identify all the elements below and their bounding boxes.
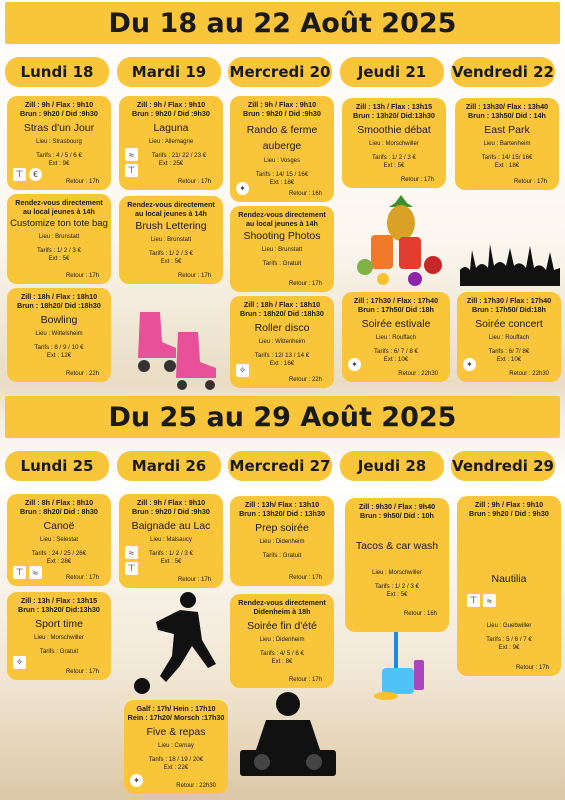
activity-title: Five & repas [146,726,206,738]
activity-return-time: Retour : 22h30 [509,371,549,377]
pickup-times-line-1: Zill : 9h30 / Flax : 9h40 [358,502,436,511]
activity-title: Bowling [40,314,78,326]
pickup-times-line-2: Rein : 17h20/ Morsch :17h30 [127,713,225,722]
activity-card [7,592,111,680]
activity-external-price: Ext : 5€ [48,255,70,262]
activity-return-time: Retour : 17h [177,179,211,185]
dj-silhouette [236,690,340,778]
pickup-times-line-1: Zill : 13h/ Flax : 13h10 [244,500,320,509]
activity-card [119,96,223,190]
picnic-table-icon: ⊤ [13,566,26,579]
activity-price: Tarifs : Gratuit [262,260,302,267]
cleaning-bucket-illustration [372,630,432,700]
activity-location: Lieu : Brunstatt [261,247,303,253]
activity-price: Tarifs : 14/ 15 / 16€ [255,171,309,178]
activity-external-price: Ext : 12€ [46,352,72,359]
meal-icon: ✦ [348,358,361,371]
activity-title: Canoë [43,520,75,532]
activity-return-time: Retour : 17h [288,281,322,287]
activity-location: Lieu : Didenheim [259,637,305,643]
activity-card [455,98,559,190]
swimming-icon: ≈ [483,594,496,607]
day-header-lundi-18: Lundi 18 [5,57,109,87]
pickup-times-line-1: Zill : 9h / Flax : 9h10 [24,100,94,109]
activity-price: Tarifs : 8 / 9 / 10 € [34,344,84,351]
activity-return-time: Retour : 16h [403,611,437,617]
pickup-times-line-2: Brun : 9h20 / Did : 9h30 [469,509,549,518]
activity-card [230,96,334,202]
swimming-icon: ≈ [125,148,138,161]
pickup-times-line-1: Zill : 13h30/ Flax : 13h40 [465,102,549,111]
activity-price: Tarifs : 1/ 2 / 3 € [148,250,194,257]
activity-title: Shooting Photos [243,230,321,242]
activity-title: Tacos & car wash [355,540,439,552]
soccer-player-silhouette [128,590,220,696]
activity-return-time: Retour : 17h [288,575,322,581]
activity-title: Soirée estivale [361,318,431,330]
activity-return-time: Retour : 22h30 [398,371,438,377]
week-2-title: Du 25 au 29 Août 2025 [5,396,560,438]
roller-skates-illustration [130,302,226,390]
activity-external-price: Ext : 5€ [160,558,182,565]
activity-card [345,498,449,632]
activity-location: Lieu : Strasbourg [36,139,82,145]
activity-location: Lieu : Wittelsheim [35,331,83,337]
activity-location: Lieu : Rouffach [375,335,417,341]
meeting-info-line-2: au local jeunes à 14h [23,207,95,216]
meeting-info-line-1: Rendez-vous directement [15,198,103,207]
activity-card [7,96,111,190]
activity-title: Customize ton tote bag [10,218,108,229]
day-header-mardi-19: Mardi 19 [117,57,221,87]
pickup-times-line-1: Galf : 17h/ Hein : 17h10 [136,704,216,713]
activity-external-price: Ext : 5€ [383,162,405,169]
euro-icon: € [29,168,42,181]
meal-icon: ✦ [236,182,249,195]
activity-title: Smoothie débat [357,124,431,136]
meeting-info-line-1: Rendez-vous directement [238,210,326,219]
activity-title: Rando & ferme auberge [246,124,318,152]
activity-return-time: Retour : 17h [65,669,99,675]
day-header-lundi-25: Lundi 25 [5,451,109,481]
activity-external-price: Ext : 5€ [160,258,182,265]
activity-price: Tarifs : 14/ 15/ 16€ [481,154,533,161]
activity-card [230,206,334,292]
activity-card [457,292,561,382]
pickup-times-line-2: Brun : 9h20 / Did :9h30 [20,109,98,118]
activity-location: Lieu : Brunstatt [38,234,80,240]
activity-price: Tarifs : 4/ 5 / 6 € [259,650,305,657]
pickup-times-line-2: Brun : 13h20/ Did:13h30 [18,605,100,614]
activity-external-price: Ext : 10€ [383,356,409,363]
activity-location: Lieu : Didenheim [259,539,305,545]
activity-location: Lieu : Morschwiller [372,570,422,576]
activity-location: Lieu : Bartenheim [483,141,531,147]
activity-card [230,594,334,688]
activity-external-price: Ext : 9€ [48,160,70,167]
activity-location: Lieu : Guebwiller [486,623,532,629]
activity-card [124,700,228,794]
activity-return-time: Retour : 22h30 [176,783,216,789]
picnic-table-icon: ⊤ [13,168,26,181]
pickup-times-line-2: Brun : 13h20/ Did:13h30 [353,111,435,120]
day-header-jeudi-21: Jeudi 21 [340,57,444,87]
activity-external-price: Ext : 9€ [498,644,520,651]
pickup-times-line-2: Brun : 9h50/ Did : 10h [360,511,434,520]
activity-location: Lieu : Selestat [39,537,79,543]
day-header-mercredi-27: Mercredi 27 [228,451,332,481]
day-header-mercredi-20: Mercredi 20 [228,57,332,87]
activity-price: Tarifs : 1/ 2 / 3 € [148,550,194,557]
activity-title: Baignade au Lac [131,520,211,532]
activity-location: Lieu : Morschwiller [34,635,84,641]
pickup-times-line-1: Zill : 17h30 / Flax : 17h40 [466,296,552,305]
picnic-table-icon: ⊤ [125,164,138,177]
activity-title: Roller disco [254,322,310,334]
meal-icon: ✦ [130,774,143,787]
activity-price: Tarifs : 6/ 7/ 8€ [488,348,530,355]
pickup-times-line-2: Brun : 8h20/ Did : 8h30 [20,507,98,516]
pickup-times-line-2: Brun : 9h20 / Did :9h30 [132,109,210,118]
pickup-times-line-2: Brun : 9h20 / Did :9h30 [132,507,210,516]
activity-price: Tarifs : Gratuit [39,648,79,655]
activity-price: Tarifs : 21/ 22 / 23 € [151,152,207,159]
swimming-icon: ≈ [125,546,138,559]
meeting-info-line-2: au local jeunes à 14h [135,209,207,218]
meeting-info-line-2: au local jeunes à 14h [246,219,318,228]
activity-price: Tarifs : 12/ 13 / 14 € [254,352,310,359]
activity-location: Lieu : Brunstatt [150,237,192,243]
activity-location: Lieu : Allemagne [148,139,194,145]
pickup-times-line-1: Zill : 9h / Flax : 9h10 [136,100,206,109]
activity-title: Soirée fin d'été [247,620,317,632]
activity-return-time: Retour : 17h [513,179,547,185]
week-1-title: Du 18 au 22 Août 2025 [5,2,560,44]
activity-card [342,292,450,382]
pickup-times-line-1: Zill : 9h / Flax : 9h10 [136,498,206,507]
pickup-times-line-2: Brun : 18h20/ Did :18h30 [240,309,324,318]
meeting-info-line-1: Rendez-vous directement [127,200,215,209]
activity-price: Tarifs : 4 / 5 / 6 € [36,152,82,159]
activity-external-price: Ext : 28€ [46,558,72,565]
activity-return-time: Retour : 17h [65,179,99,185]
pickup-times-line-1: Zill : 13h / Flax : 13h15 [20,596,98,605]
pickup-times-line-1: Zill : 17h30 / Flax : 17h40 [353,296,439,305]
pickup-times-line-1: Zill : 13h / Flax : 13h15 [355,102,433,111]
pickup-times-line-2: Brun : 17h50/ Did:18h [472,305,546,314]
activity-location: Lieu : Morschwiller [369,141,419,147]
activity-location: Lieu : Wittenheim [258,339,306,345]
activity-price: Tarifs : 1/ 2 / 3 € [374,583,420,590]
day-header-vendredi-22: Vendredi 22 [451,57,555,87]
activity-external-price: Ext : 5€ [386,591,408,598]
activity-external-price: Ext : 10€ [496,356,522,363]
pickup-times-line-2: Brun : 18h20/ Did :18h30 [17,301,101,310]
activity-card [457,496,561,676]
activity-location: Lieu : Cernay [158,743,194,749]
activity-card [230,296,334,388]
smoothie-fruits-illustration [355,195,445,287]
activity-external-price: Ext : 18€ [269,179,295,186]
day-header-vendredi-29: Vendredi 29 [451,451,555,481]
activity-return-time: Retour : 16h [288,191,322,197]
pickup-times-line-1: Zill : 18h / Flax : 18h10 [243,300,321,309]
activity-title: Brush Lettering [135,220,207,232]
activity-return-time: Retour : 17h [177,273,211,279]
activity-return-time: Retour : 22h [65,371,99,377]
activity-price: Tarifs : Gratuit [262,552,302,559]
activity-location: Lieu : Rouffach [488,335,530,341]
activity-external-price: Ext : 8€ [271,658,293,665]
activity-external-price: Ext : 22€ [163,764,189,771]
meeting-info-line-1: Rendez-vous directement [238,598,326,607]
picnic-table-icon: ⊤ [125,562,138,575]
walking-icon: ✧ [13,656,26,669]
activity-title: Laguna [153,122,189,134]
activity-price: Tarifs : 6/ 7 / 8 € [373,348,419,355]
activity-title: Nautilia [491,573,527,585]
pickup-times-line-1: Zill : 9h / Flax : 9h10 [247,100,317,109]
activity-title: Sport time [35,618,83,630]
activity-external-price: Ext : 16€ [269,360,295,367]
activity-card [342,98,446,188]
activity-return-time: Retour : 17h [400,177,434,183]
pickup-times-line-1: Zill : 8h / Flax : 8h10 [24,498,94,507]
activity-return-time: Retour : 17h [288,677,322,683]
activity-price: Tarifs : 5 / 6 / 7 € [486,636,532,643]
activity-card [7,494,111,586]
activity-title: East Park [484,124,530,136]
activity-return-time: Retour : 17h [65,575,99,581]
pickup-times-line-2: Brun : 17h50/ Did :18h [358,305,434,314]
concert-crowd-silhouette [460,240,560,286]
activity-location: Lieu : Vosges [263,158,301,164]
activity-price: Tarifs : 1/ 2 / 3 € [36,247,82,254]
activity-price: Tarifs : 24 / 25 / 26€ [31,550,87,557]
activity-return-time: Retour : 17h [65,273,99,279]
activity-price: Tarifs : 18 / 19 / 20€ [148,756,204,763]
activity-title: Prep soirée [255,522,309,534]
walking-icon: ✧ [236,364,249,377]
activity-card [119,494,223,588]
activity-title: Stras d'un Jour [23,122,95,134]
activity-return-time: Retour : 17h [177,577,211,583]
activity-card [7,288,111,382]
activity-return-time: Retour : 22h [288,377,322,383]
activity-card [7,194,111,284]
day-header-mardi-26: Mardi 26 [117,451,221,481]
pickup-times-line-2: Brun : 9h20 / Did :9h30 [243,109,321,118]
activity-return-time: Retour : 17h [515,665,549,671]
meal-icon: ✦ [463,358,476,371]
activity-card [230,496,334,586]
meeting-info-line-2: Didenheim à 18h [253,607,311,616]
swimming-icon: ≈ [29,566,42,579]
activity-external-price: Ext : 25€ [158,160,184,167]
pickup-times-line-1: Zill : 18h / Flax : 18h10 [20,292,98,301]
activity-card [119,196,223,284]
pickup-times-line-2: Brun : 13h20/ Did : 13h30 [239,509,325,518]
activity-price: Tarifs : 1/ 2 / 3 € [371,154,417,161]
activity-location: Lieu : Malsaucy [150,537,192,543]
activity-title: Soirée concert [475,318,543,330]
activity-external-price: Ext : 18€ [494,162,520,169]
day-header-jeudi-28: Jeudi 28 [340,451,444,481]
pickup-times-line-1: Zill : 9h / Flax : 9h10 [474,500,544,509]
picnic-table-icon: ⊤ [467,594,480,607]
pickup-times-line-2: Brun : 13h50/ Did : 14h [468,111,546,120]
